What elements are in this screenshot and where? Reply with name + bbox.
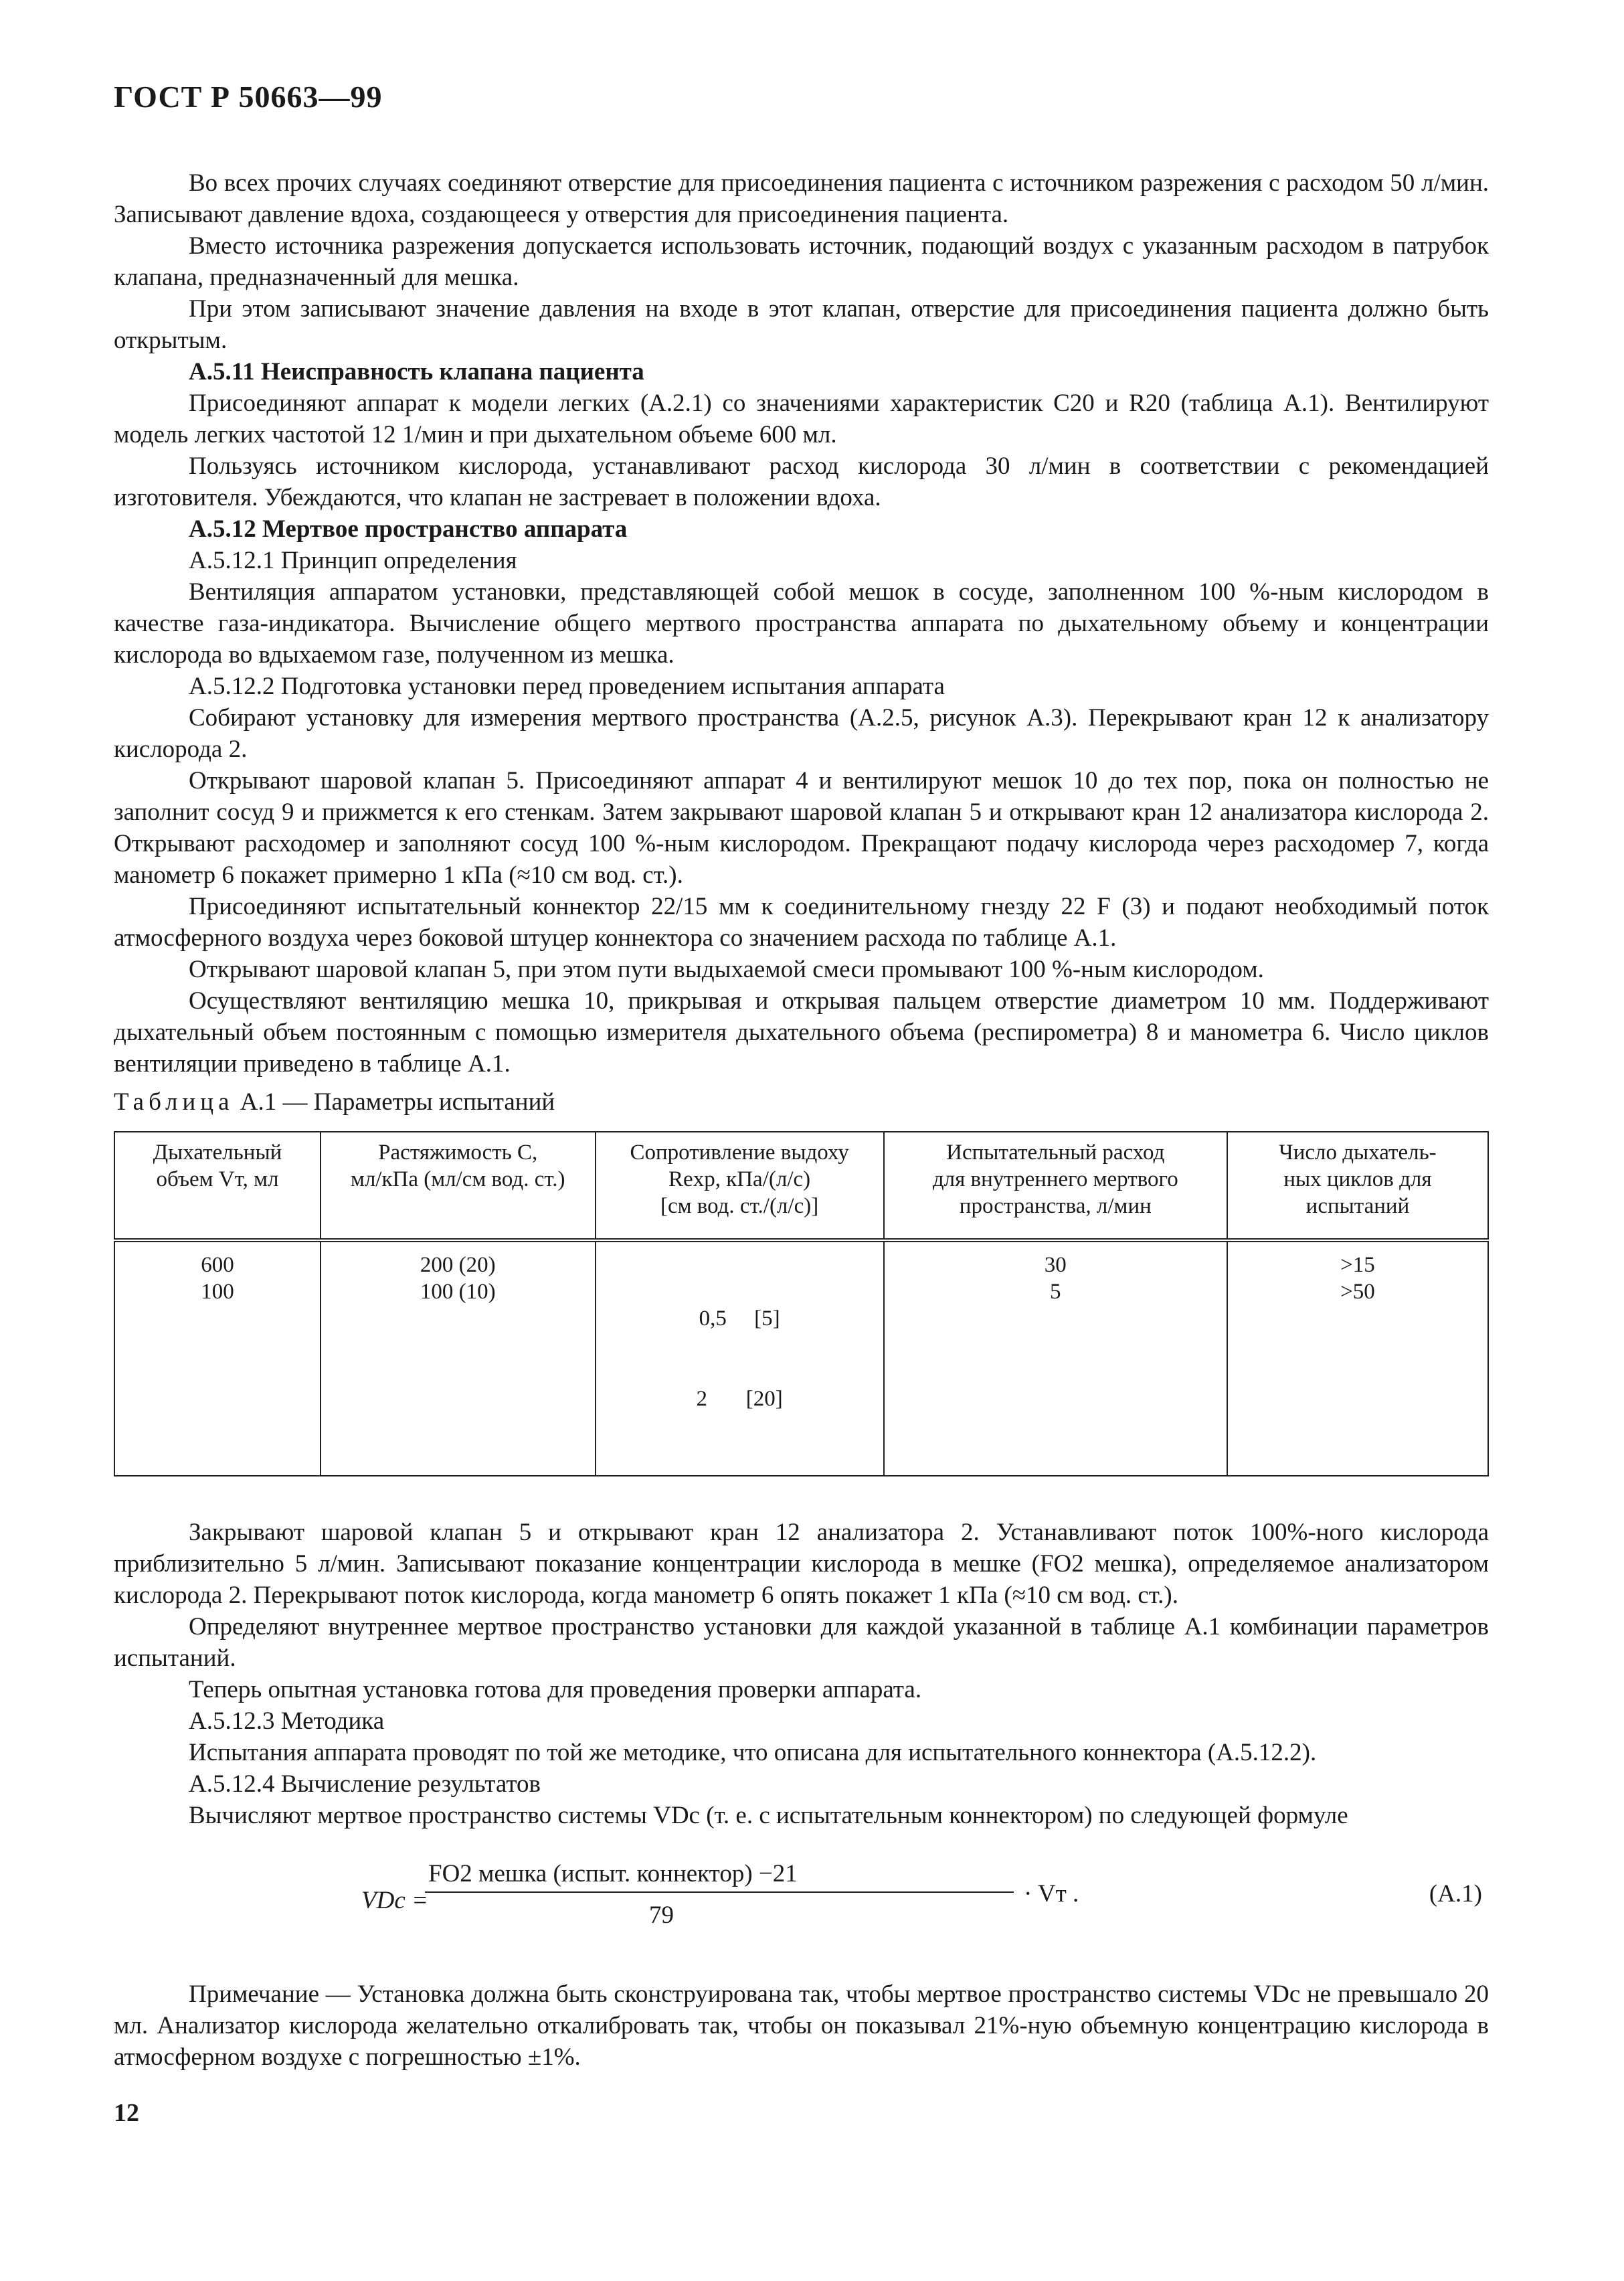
paragraph: Присоединяют аппарат к модели легких (А.2.1) со значениями характеристик C20 и R20 (таблица А.1). Вентилируют модель легких частотой 12 1/мин и при дыхательном объеме 600 мл. bbox=[114, 390, 1489, 448]
formula-lhs: VDс = bbox=[361, 1887, 428, 1914]
paragraph: Пользуясь источником кислорода, устанавливают расход кислорода 30 л/мин в соответствии с рекомендацией изготовителя. Убеждаются, что клапан не застревает в положении вдоха. bbox=[114, 452, 1489, 511]
table-cell: 600 100 bbox=[114, 1240, 321, 1476]
subsection-heading: А.5.12.3 Методика bbox=[189, 1707, 385, 1735]
table-row bbox=[114, 1240, 1488, 1476]
table-cell: 30 5 bbox=[884, 1240, 1227, 1476]
formula-rhs: · Vт . bbox=[1024, 1880, 1079, 1908]
paragraph: Теперь опытная установка готова для проведения проверки аппарата. bbox=[189, 1676, 922, 1703]
document-body bbox=[114, 167, 1489, 2073]
table-label: Таблица bbox=[114, 1088, 234, 1116]
fraction-bar bbox=[425, 1891, 1014, 1893]
formula-numerator: FO2 мешка (испыт. коннектор) −21 bbox=[428, 1860, 798, 1887]
paragraph: Вместо источника разрежения допускается использовать источник, подающий воздух с указанным расходом в патрубок клапана, предназначенный для мешка. bbox=[114, 232, 1489, 291]
paragraph: Определяют внутреннее мертвое пространство установки для каждой указанной в таблице А.1 комбинации параметров испытаний. bbox=[114, 1613, 1489, 1672]
parameters-table bbox=[114, 1131, 1489, 1476]
paragraph: Осуществляют вентиляцию мешка 10, прикрывая и открывая пальцем отверстие диаметром 10 мм. Поддерживают дыхательный объем постоянным с помощью измерителя дыхательного объема (респирометра) 8 и манометра 6. Число циклов вентиляции приведено в таблице А.1. bbox=[114, 987, 1489, 1078]
section-heading-a511: А.5.11 Неисправность клапана пациента bbox=[189, 358, 644, 386]
table-cell: 0,5 [5] 2 [20] bbox=[596, 1240, 884, 1476]
note: Примечание — Установка должна быть сконструирована так, чтобы мертвое пространство системы VDс не превышало 20 мл. Анализатор кислорода желательно откалибровать так, чтобы он показывал 21%-ную объемную концентрацию кислорода в атмосферном воздухе с погрешностью ±1%. bbox=[114, 1980, 1489, 2071]
col-header-compliance: Растяжимость C, мл/кПа (мл/см вод. ст.) bbox=[321, 1132, 596, 1240]
subsection-heading: А.5.12.2 Подготовка установки перед проведением испытания аппарата bbox=[189, 673, 945, 700]
paragraph: Открывают шаровой клапан 5. Присоединяют аппарат 4 и вентилируют мешок 10 до тех пор, пока он полностью не заполнит сосуд 9 и прижмется к его стенкам. Затем закрывают шаровой клапан 5 и открывают кран 12 анализатора кислорода 2. Открывают расходомер и заполняют сосуд 100 %-ным кислородом. Прекращают подачу кислорода через расходомер 7, когда манометр 6 покажет примерно 1 кПа (≈10 см вод. ст.). bbox=[114, 767, 1489, 889]
table-caption-text: А.1 — Параметры испытаний bbox=[240, 1088, 555, 1116]
col-header-cycles: Число дыхатель- ных циклов для испытаний bbox=[1227, 1132, 1488, 1240]
table-header-row bbox=[114, 1132, 1488, 1240]
paragraph: Собирают установку для измерения мертвого пространства (А.2.5, рисунок А.3). Перекрывают кран 12 к анализатору кислорода 2. bbox=[114, 704, 1489, 763]
paragraph: Присоединяют испытательный коннектор 22/15 мм к соединительному гнезду 22 F (3) и подают необходимый поток атмосферного воздуха через боковой штуцер коннектора со значением расхода по таблице А.1. bbox=[114, 893, 1489, 952]
col-header-flow: Испытательный расход для внутреннего мертвого пространства, л/мин bbox=[884, 1132, 1227, 1240]
col-header-resistance: Сопротивление выдоху Rexp, кПа/(л/с) [см вод. ст./(л/с)] bbox=[596, 1132, 884, 1240]
paragraph: Открывают шаровой клапан 5, при этом пути выдыхаемой смеси промывают 100 %-ным кислородом. bbox=[189, 956, 1264, 983]
subsection-heading: А.5.12.1 Принцип определения bbox=[189, 547, 517, 574]
table-caption bbox=[114, 1086, 1489, 1118]
paragraph: Испытания аппарата проводят по той же методике, что описана для испытательного коннектора (А.5.12.2). bbox=[189, 1739, 1317, 1766]
standard-header: ГОСТ Р 50663—99 bbox=[114, 80, 383, 114]
table-cell: 200 (20) 100 (10) bbox=[321, 1240, 596, 1476]
subsection-heading: А.5.12.4 Вычисление результатов bbox=[189, 1770, 541, 1798]
paragraph: Во всех прочих случаях соединяют отверстие для присоединения пациента с источником разрежения с расходом 50 л/мин. Записывают давление вдоха, создающееся у отверстия для присоединения пациента. bbox=[114, 169, 1489, 228]
paragraph: При этом записывают значение давления на входе в этот клапан, отверстие для присоединения пациента должно быть открытым. bbox=[114, 295, 1489, 354]
formula-number: (А.1) bbox=[1429, 1880, 1482, 1908]
formula-denominator: 79 bbox=[649, 1902, 674, 1929]
formula-a1 bbox=[114, 1858, 1489, 1958]
paragraph: Вычисляют мертвое пространство системы VDс (т. е. с испытательным коннектором) по следующей формуле bbox=[189, 1802, 1348, 1829]
col-header-volume: Дыхательный объем Vт, мл bbox=[114, 1132, 321, 1240]
page-number: 12 bbox=[114, 2099, 139, 2127]
section-heading-a512: А.5.12 Мертвое пространство аппарата bbox=[189, 515, 628, 543]
table-cell: >15 >50 bbox=[1227, 1240, 1488, 1476]
paragraph: Закрывают шаровой клапан 5 и открывают кран 12 анализатора 2. Устанавливают поток 100%-ного кислорода приблизительно 5 л/мин. Записывают показание концентрации кислорода в мешке (FO2 мешка), определяемое анализатором кислорода 2. Перекрывают поток кислорода, когда манометр 6 опять покажет 1 кПа (≈10 см вод. ст.). bbox=[114, 1519, 1489, 1609]
paragraph: Вентиляция аппаратом установки, представляющей собой мешок в сосуде, заполненном 100 %-ным кислородом в качестве газа-индикатора. Вычисление общего мертвого пространства аппарата по дыхательному объему и концентрации кислорода во вдыхаемом газе, полученном из мешка. bbox=[114, 578, 1489, 669]
